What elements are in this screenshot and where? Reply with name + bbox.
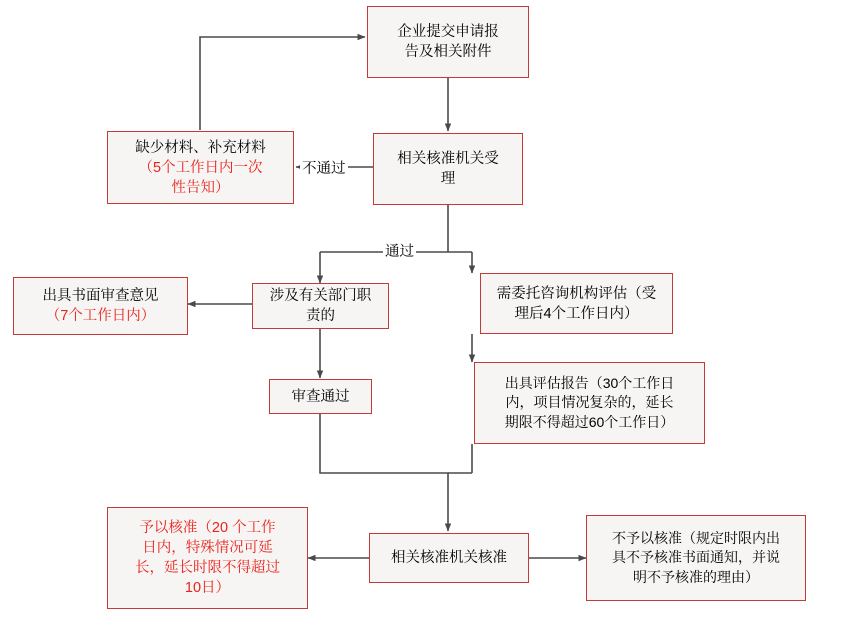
node-supplement-line-2: （5个工作日内一次 — [138, 159, 263, 176]
node-written-opinion-line-1: 出具书面审查意见 — [42, 288, 159, 304]
node-supplement-line-1: 缺少材料、补充材料 — [135, 139, 266, 156]
node-related-dept[interactable] — [252, 283, 389, 329]
node-rejected-line-1: 不予以核准（规定时限内出 — [612, 530, 780, 547]
node-accept-line-1: 相关核准机关受 — [397, 151, 499, 167]
edge-label-pass: 通过 — [383, 240, 416, 261]
node-approve-authority[interactable] — [369, 533, 529, 583]
node-review-pass[interactable] — [269, 379, 372, 414]
node-entrust[interactable] — [480, 273, 673, 334]
node-rejected-line-3: 明不予核准的理由） — [633, 568, 759, 585]
node-entrust-line-1: 需委托咨询机构评估（受 — [496, 285, 657, 302]
node-written-opinion-line-2: （7个工作日内） — [45, 308, 156, 324]
node-written-opinion[interactable] — [13, 277, 188, 335]
node-related-dept-line-2: 责的 — [306, 308, 335, 324]
node-eval-report-line-3: 期限不得超过60个工作日） — [504, 413, 675, 430]
node-submit-line-2: 告及相关附件 — [404, 44, 492, 60]
edge-label-fail: 不通过 — [300, 157, 348, 178]
node-supplement-line-3: 性告知） — [171, 179, 230, 196]
node-review-pass-line-1: 审查通过 — [291, 388, 350, 405]
node-accept-line-2: 理 — [440, 171, 456, 187]
node-supplement[interactable] — [107, 131, 294, 204]
node-rejected-line-2: 具不予核准书面通知，并说 — [612, 549, 780, 566]
node-related-dept-line-1: 涉及有关部门职 — [269, 288, 372, 304]
node-rejected[interactable] — [586, 515, 806, 601]
node-eval-report[interactable] — [474, 362, 705, 444]
node-submit-line-1: 企业提交申请报 — [397, 24, 499, 40]
node-submit[interactable] — [367, 6, 529, 78]
node-eval-report-line-1: 出具评估报告（30个工作日 — [504, 375, 675, 392]
node-entrust-line-2: 理后4个工作日内） — [514, 305, 639, 322]
node-approved-line-4: 10日） — [184, 580, 231, 596]
node-approved-line-2: 日内，特殊情况可延 — [142, 540, 273, 556]
node-approved-line-3: 长，延长时限不得超过 — [135, 560, 280, 576]
node-eval-report-line-2: 内，项目情况复杂的，延长 — [505, 394, 674, 411]
node-approve-authority-line-1: 相关核准机关核准 — [391, 550, 507, 566]
node-approved-line-1: 予以核准（20 个工作 — [139, 520, 276, 536]
node-accept[interactable] — [373, 133, 523, 205]
node-approved[interactable] — [107, 507, 308, 609]
